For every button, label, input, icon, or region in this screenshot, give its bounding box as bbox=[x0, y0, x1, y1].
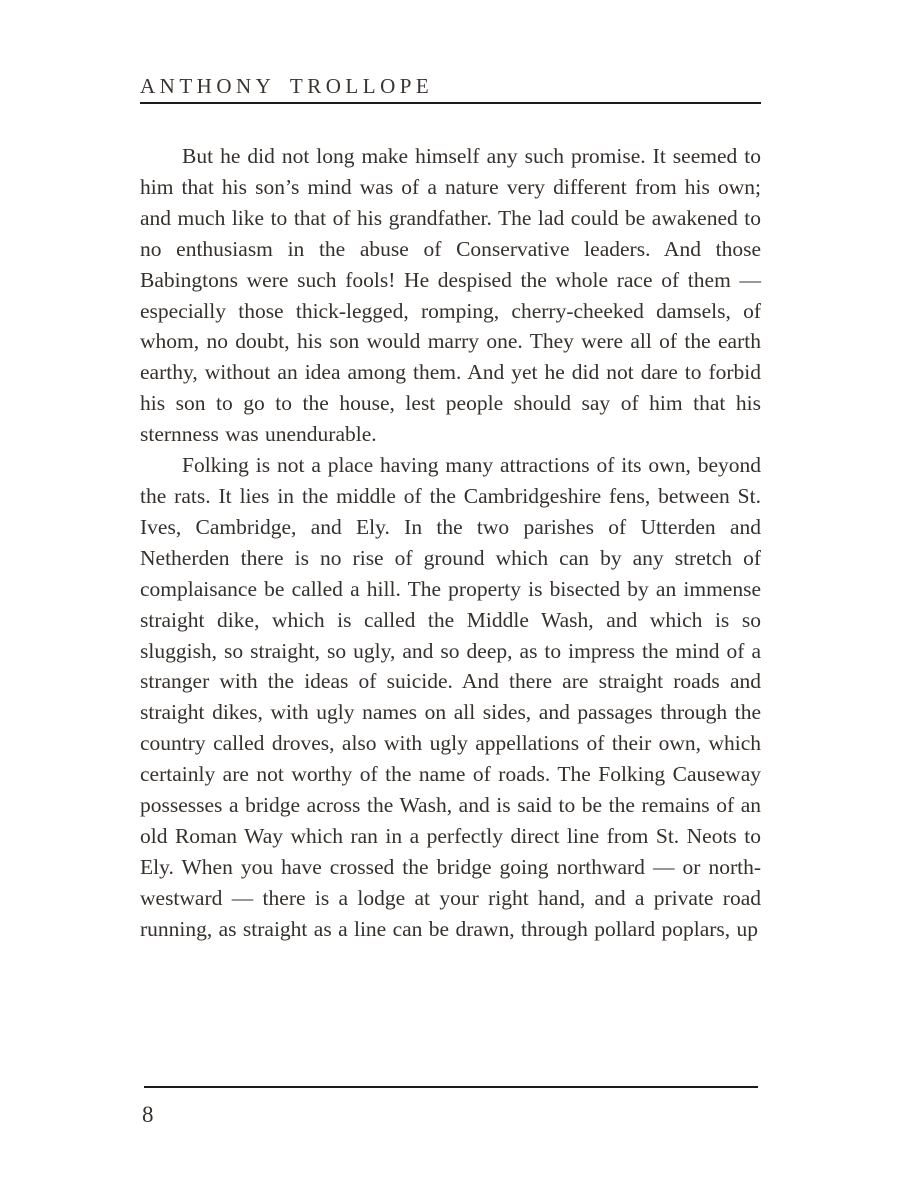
paragraph: But he did not long make himself any such promise. It seemed to him that his son’s mind was of a nature very different from his own; and much like to that of his grandfather. The lad could be awakened to no enthusiasm in the abuse of Conservative leaders. And those Babingtons were such fools! He despised the whole race of them — especially those thick-legged, romping, cherry-cheeked damsels, of whom, no doubt, his son would marry one. They were all of the earth earthy, without an idea among them. And yet he did not dare to forbid his son to go to the house, lest people should say of him that his sternness was unendurable. bbox=[140, 144, 761, 447]
footer-rule bbox=[144, 1086, 758, 1088]
page-body bbox=[140, 141, 761, 945]
page-number: 8 bbox=[142, 1102, 154, 1127]
paragraph: Folking is not a place having many attractions of its own, beyond the rats. It lies in the middle of the Cambridgeshire fens, between St. Ives, Cambridge, and Ely. In the two parishes of Utterden and Netherden there is no rise of ground which can by any stretch of complaisance be called a hill. The property is bisected by an immense straight dike, which is called the Middle Wash, and which is so sluggish, so straight, so ugly, and so deep, as to impress the mind of a stranger with the ideas of suicide. And there are straight roads and straight dikes, with ugly names on all sides, and passages through the country called droves, also with ugly appellations of their own, which certainly are not worthy of the name of roads. The Folking Causeway possesses a bridge across the Wash, and is said to be the remains of an old Roman Way which ran in a perfectly direct line from St. Neots to Ely. When you have crossed the bridge going northward — or north-westward — there is a lodge at your right hand, and a private road running, as straight as a line can be drawn, through pollard poplars, up bbox=[140, 453, 761, 941]
book-page bbox=[140, 0, 761, 1200]
page-header bbox=[140, 74, 761, 99]
running-title: ANTHONY TROLLOPE bbox=[140, 74, 434, 98]
header-rule bbox=[140, 102, 761, 104]
